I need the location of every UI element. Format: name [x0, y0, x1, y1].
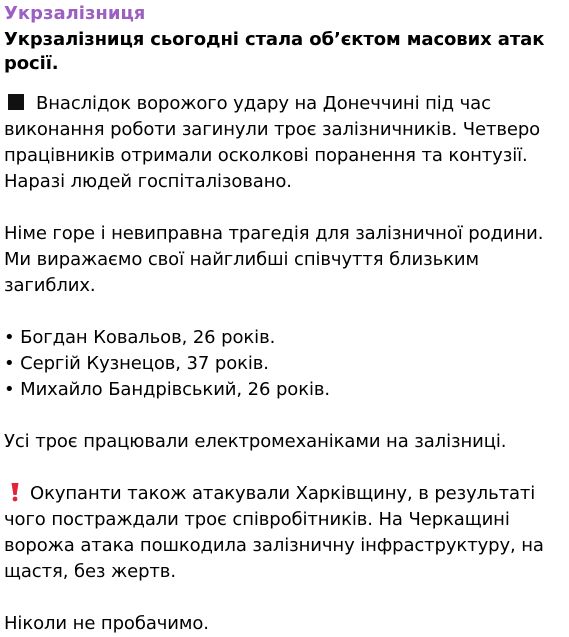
black-square-icon	[8, 94, 24, 110]
channel-name[interactable]: Укрзалізниця	[4, 3, 146, 24]
victim-item: • Богдан Ковальов, 26 років.	[4, 327, 276, 348]
spacer	[4, 585, 565, 611]
paragraph-line: Німе горе і невиправна трагедія для залізничної родини.	[4, 223, 544, 244]
paragraph-line: щастя, без жертв.	[4, 561, 176, 582]
victim-item: • Михайло Бандрівський, 26 років.	[4, 379, 331, 400]
paragraph-casualties	[4, 91, 565, 195]
paragraph-line: працівників отримали осколкові поранення та контузії.	[4, 145, 528, 166]
paragraph-other-attacks	[4, 481, 565, 585]
spacer	[4, 403, 565, 429]
paragraph-line: ворожа атака пошкодила залізничну інфраструктуру, на	[4, 535, 544, 556]
spacer	[4, 455, 565, 481]
paragraph-condolences	[4, 221, 565, 299]
paragraph-occupation: Усі троє працювали електромеханіками на залізниці.	[4, 431, 507, 452]
exclamation-icon	[8, 481, 22, 507]
spacer	[4, 299, 565, 325]
paragraph-line: виконання роботи загинули троє залізничників. Четверо	[4, 119, 541, 140]
paragraph-line: чого постраждали троє співробітників. На Черкащині	[4, 509, 510, 530]
paragraph-line: Наразі людей госпіталізовано.	[4, 171, 292, 192]
victim-item: • Сергій Кузнецов, 37 років.	[4, 353, 269, 374]
paragraph-line: загиблих.	[4, 275, 96, 296]
victims-list	[4, 325, 565, 403]
message-headline: Укрзалізниця сьогодні стала об’єктом масових атак росії.	[4, 29, 545, 74]
paragraph-line: Ми виражаємо свої найглибші співчуття близьким	[4, 249, 479, 270]
paragraph-line: Окупанти також атакували Харківщину, в результаті	[30, 483, 536, 504]
spacer	[4, 195, 565, 221]
closing-line: Ніколи не пробачимо.	[4, 613, 209, 634]
paragraph-line: Внаслідок ворожого удару на Донеччині під час	[36, 93, 491, 114]
